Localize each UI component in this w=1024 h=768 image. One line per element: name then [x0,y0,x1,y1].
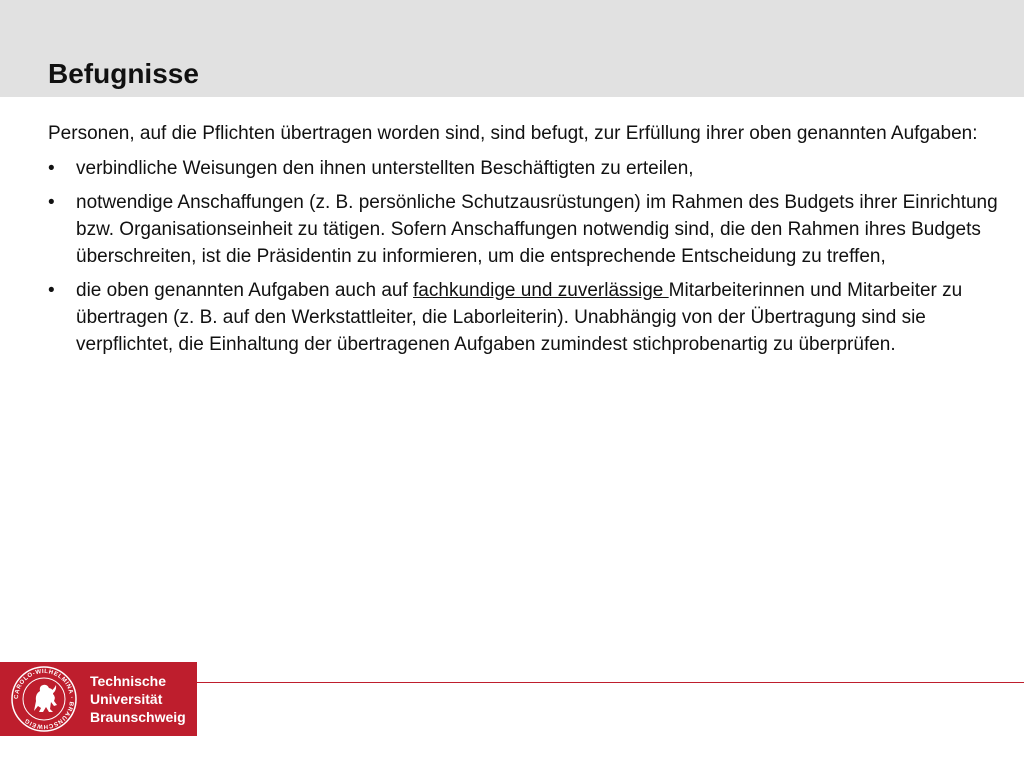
list-item [48,189,998,270]
university-logo [0,662,197,736]
bullet-marker: • [48,192,55,213]
bullet-marker: • [48,158,55,179]
underlined-phrase: fachkundige und zuverlässige [413,280,669,301]
list-item [48,277,998,358]
bullet-marker: • [48,280,55,301]
bullet-text: notwendige Anschaffungen (z. B. persönliche Schutzausrüstungen) im Rahmen des Budgets ihrer Einrichtung bzw. Organisationseinheit zu tätigen. Sofern Anschaffungen notwendig sind, die den Rahmen ihres Budgets überschreiten, ist die Präsidentin zu informieren, um die entsprechende Entscheidung zu treffen, [76,192,998,267]
logo-wordmark [90,672,186,726]
bullet-text-end: Mitarbeiterinnen und Mitarbeiter zu übertragen (z. B. auf den Werkstattleiter, die Laborleiterin). Unabhängig von der Übertragung sind sie verpflichtet, die Einhaltung der übertragenen Aufgaben zumindest stichprobenartig zu überprüfen. [76,280,963,355]
bullet-text-start: die oben genannten Aufgaben auch auf [76,280,414,301]
slide-title: Befugnisse [48,58,199,89]
footer-rule [197,682,1024,683]
logo-line-technische: Technische [90,673,166,689]
lion-seal-icon [10,665,78,733]
slide-content [48,120,998,365]
logo-line-braunschweig: Braunschweig [90,709,186,725]
list-item [48,155,998,182]
logo-line-universitaet: Universität [90,691,163,707]
seal-lettering: CAROLO-WILHELMINA · BRAUNSCHWEIG [13,668,75,730]
intro-paragraph: Personen, auf die Pflichten übertragen worden sind, sind befugt, zur Erfüllung ihrer oben genannten Aufgaben: [48,123,978,144]
bullet-text: verbindliche Weisungen den ihnen unterstellten Beschäftigten zu erteilen, [76,158,694,179]
bullet-list [48,155,998,358]
